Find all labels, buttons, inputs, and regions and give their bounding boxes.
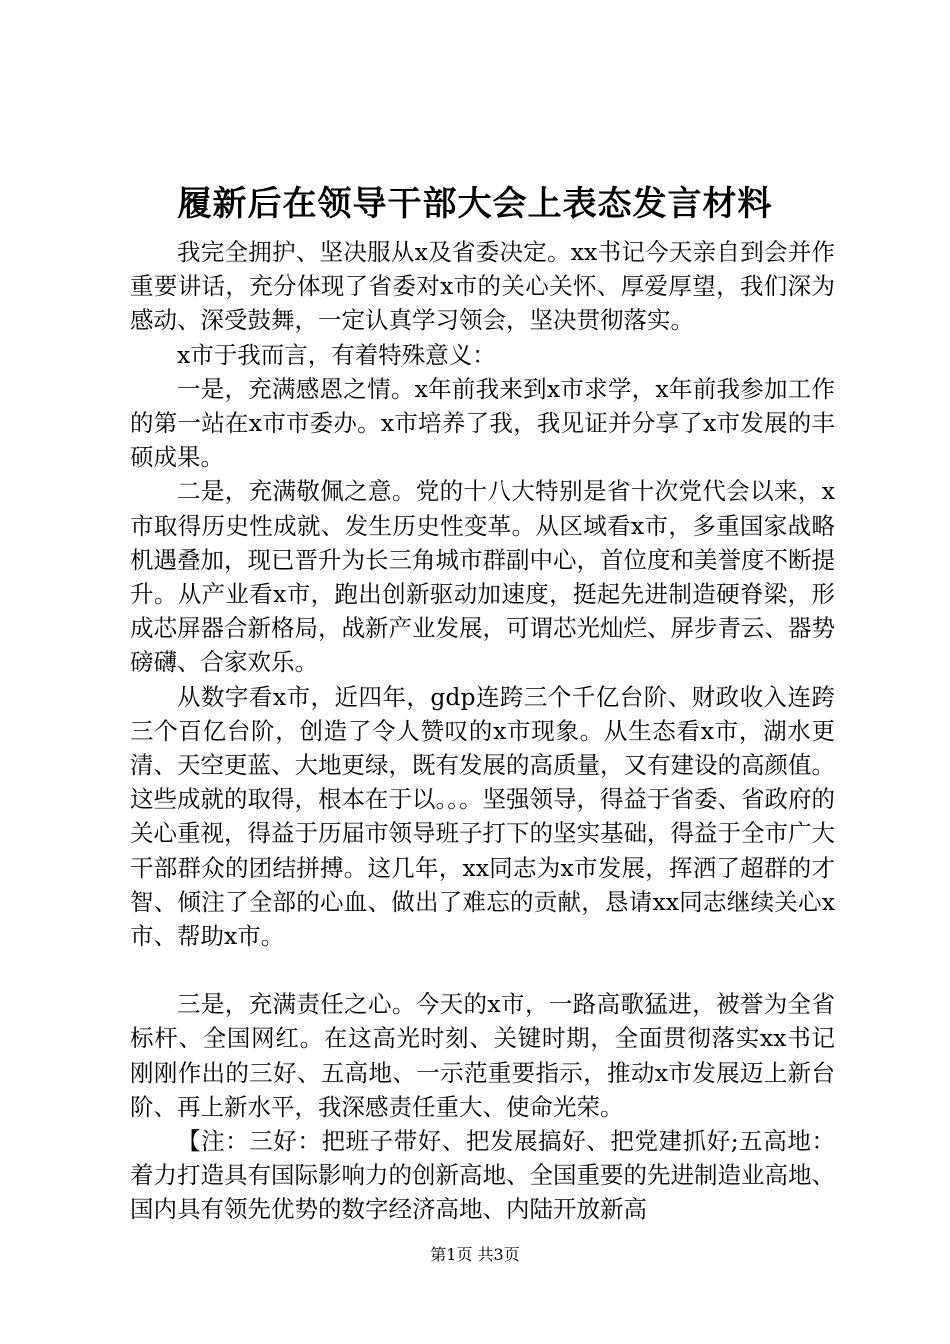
document-body [130,235,835,1227]
paragraph-admiration: 二是，充满敬佩之意。党的十八大特别是省十次党代会以来，x市取得历史性成就、发生历史性变革。从区域看x市，多重国家战略机遇叠加，现已晋升为长三角城市群副中心，首位度和美誉度不断提升。从产业看x市，跑出创新驱动加速度，挺起先进制造硬脊梁，形成芯屏器合新格局，战新产业发展，可谓芯光灿烂、屏步青云、器势磅礴、合家欢乐。 [130,477,835,677]
paragraph-support-statement: 我完全拥护、坚决服从x及省委决定。xx书记今天亲自到会并作重要讲话，充分体现了省委对x市的关心关怀、厚爱厚望，我们深为感动、深受鼓舞，一定认真学习领会，坚决贯彻落实。 [130,238,835,335]
page-number-footer: 第1页 共3页 [430,1245,520,1264]
document-title: 履新后在领导干部大会上表态发言材料 [177,184,773,224]
paragraph-achievements: 从数字看x市，近四年，gdp连跨三个千亿台阶、财政收入连跨三个百亿台阶，创造了令人赞叹的x市现象。从生态看x市，湖水更清、天空更蓝、大地更绿，既有发展的高质量，又有建设的高颜值。这些成就的取得，根本在于以。。。坚强领导，得益于省委、省政府的关心重视，得益于历届市领导班子打下的坚实基础，得益于全市广大干部群众的团结拼搏。这几年，xx同志为x市发展，挥洒了超群的才智、倾注了全部的心血、做出了难忘的贡献，恳请xx同志继续关心x市、帮助x市。 [130,682,835,951]
paragraph-note: 【注：三好：把班子带好、把发展搞好、把党建抓好;五高地：着力打造具有国际影响力的创新高地、全国重要的先进制造业高地、国内具有领先优势的数字经济高地、内陆开放新高 [130,1127,835,1224]
paragraph-gratitude: 一是，充满感恩之情。x年前我来到x市求学，x年前我参加工作的第一站在x市市委办。x市培养了我，我见证并分享了x市发展的丰硕成果。 [130,374,835,472]
paragraph-special-meaning: x市于我而言，有着特殊意义： [177,340,496,369]
paragraph-gap [130,953,835,987]
paragraph-responsibility: 三是，充满责任之心。今天的x市，一路高歌猛进，被誉为全省标杆、全国网红。在这高光时刻、关键时期，全面贯彻落实xx书记刚刚作出的三好、五高地、一示范重要指示，推动x市发展迈上新台阶、再上新水平，我深感责任重大、使命光荣。 [130,990,835,1121]
